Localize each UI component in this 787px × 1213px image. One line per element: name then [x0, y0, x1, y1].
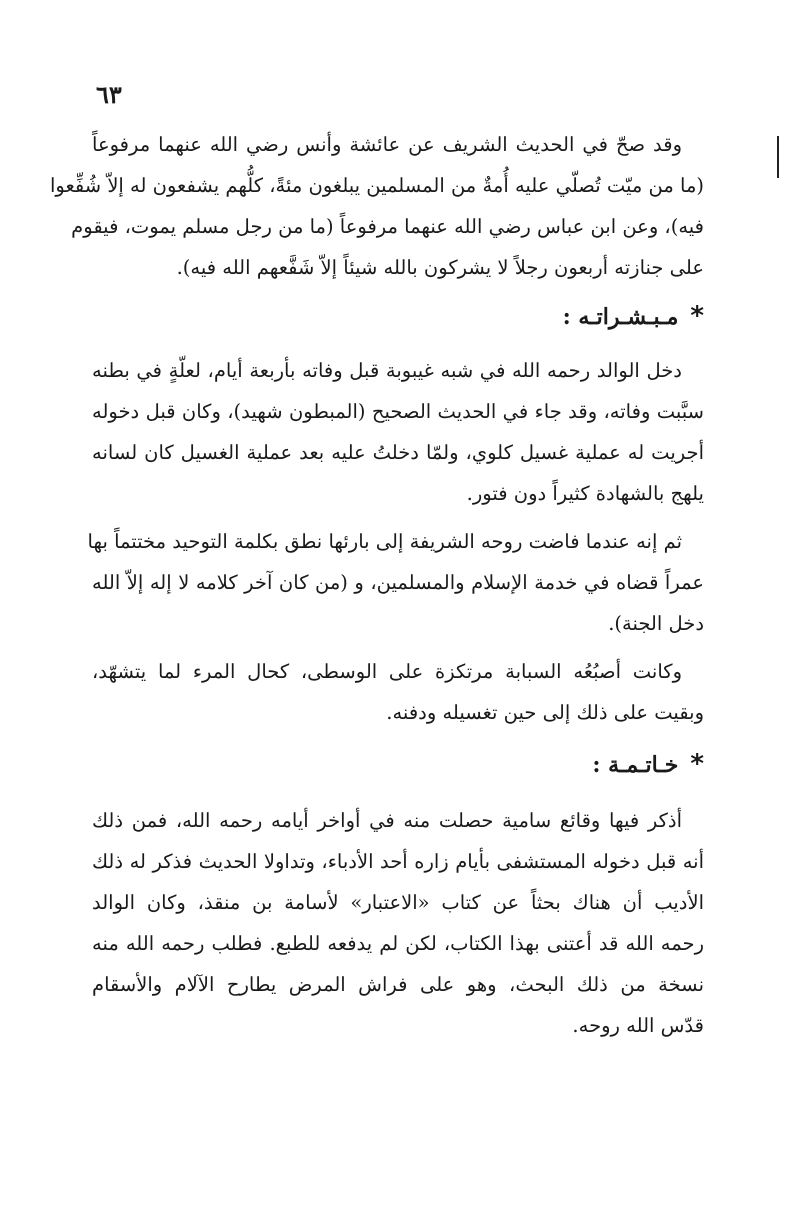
- paragraph-line: نسخة من ذلك البحث، وهو على فراش المرض يطارح الآلام والأسقام: [92, 973, 704, 996]
- paragraph-finger: [92, 651, 704, 733]
- paragraph-line: سبَّبت وفاته، وقد جاء في الحديث الصحيح (المبطون شهيد)، وكان قبل دخوله: [92, 400, 704, 423]
- paragraph-line: الأديب أن هناك بحثاً عن كتاب «الاعتبار» لأسامة بن منقذ، وكان الوالد: [92, 891, 704, 914]
- page-number: ٦٣: [96, 80, 122, 109]
- paragraph-line: عمراً قضاه في خدمة الإسلام والمسلمين، و (من كان آخر كلامه لا إله إلاّ الله: [92, 571, 704, 594]
- paragraph-line: على جنازته أربعون رجلاً لا يشركون بالله شيئاً إلاّ شَفَّعهم الله فيه).: [176, 256, 704, 279]
- paragraph-illness: [92, 350, 704, 514]
- heading-text: مـبـشـراتـه :: [562, 304, 679, 330]
- section-heading-mubasharat: [92, 296, 704, 337]
- paragraph-line: قدّس الله روحه.: [572, 1014, 704, 1037]
- paragraph-line: أذكر فيها وقائع سامية حصلت منه في أواخر أيامه رحمه الله، فمن ذلك: [92, 809, 682, 832]
- paragraph-memories: [92, 800, 704, 1046]
- paragraph-line: وبقيت على ذلك إلى حين تغسيله ودفنه.: [386, 701, 704, 724]
- section-heading-khatima: [92, 744, 704, 785]
- paragraph-line: فيه)، وعن ابن عباس رضي الله عنهما مرفوعاً (ما من رجل مسلم يموت، فيقوم: [71, 215, 704, 238]
- star-bullet-icon: *: [690, 749, 704, 779]
- heading-text: خـاتـمـة :: [592, 752, 679, 778]
- paragraph-line: رحمه الله قد أعتنى بهذا الكتاب، لكن لم يدفعه للطبع. فطلب رحمه الله منه: [92, 932, 704, 955]
- star-bullet-icon: *: [690, 301, 704, 331]
- margin-mark: [777, 136, 779, 178]
- paragraph-line: دخل الجنة).: [608, 612, 704, 635]
- paragraph-line: وقد صحّ في الحديث الشريف عن عائشة وأنس رضي الله عنهما مرفوعاً: [92, 133, 682, 156]
- paragraph-line: أجريت له عملية غسيل كلوي، ولمّا دخلتُ عليه بعد عملية الغسيل كان لسانه: [92, 441, 704, 464]
- paragraph-line: وكانت أصبُعُه السبابة مرتكزة على الوسطى، كحال المرء لما يتشهّد،: [92, 660, 682, 683]
- paragraph-line: يلهج بالشهادة كثيراً دون فتور.: [466, 482, 704, 505]
- paragraph-line: أنه قبل دخوله المستشفى بأيام زاره أحد الأدباء، وتداولا الحديث فذكر له ذلك: [92, 850, 704, 873]
- paragraph-line: (ما من ميّت تُصلّي عليه أُمةٌ من المسلمين يبلغون مئةً، كلُّهم يشفعون له إلاّ شُفِّعوا: [50, 174, 704, 197]
- paragraph-hadith: [50, 124, 704, 288]
- paragraph-passing: [87, 521, 704, 644]
- paragraph-line: ثم إنه عندما فاضت روحه الشريفة إلى بارئها نطق بكلمة التوحيد مختتماً بها: [87, 530, 682, 553]
- paragraph-line: دخل الوالد رحمه الله في شبه غيبوبة قبل وفاته بأربعة أيام، لعلّةٍ في بطنه: [92, 359, 682, 382]
